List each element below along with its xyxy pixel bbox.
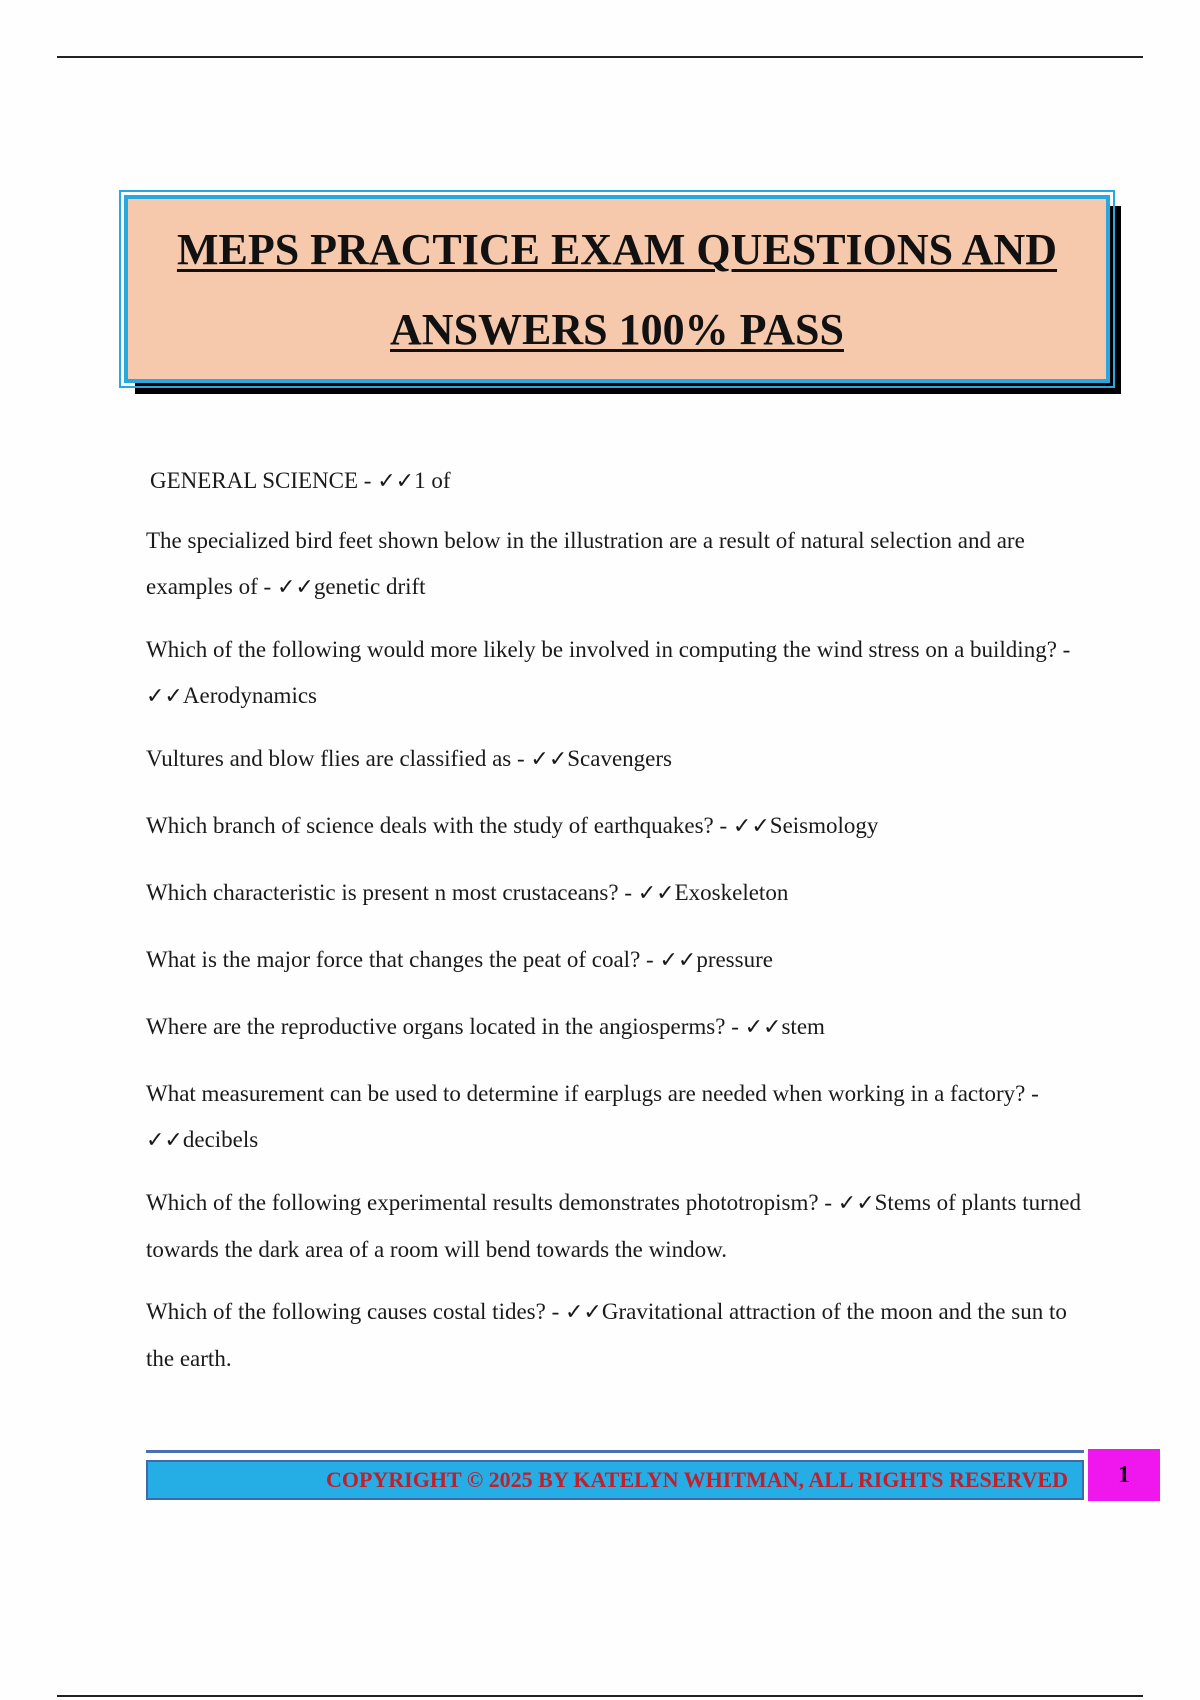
qa-item — [146, 627, 1096, 720]
double-check-icon: ✓✓ — [744, 1015, 782, 1040]
question-text: What measurement can be used to determine if earplugs are needed when working in a factory? - — [146, 1081, 1039, 1106]
question-text: The specialized bird feet shown below in the illustration are a result of natural selection and are examples of - — [146, 528, 1025, 599]
double-check-icon: ✓✓ — [837, 1191, 875, 1216]
document-title-line-1: MEPS PRACTICE EXAM QUESTIONS AND — [176, 225, 1058, 274]
qa-item — [146, 1071, 1096, 1164]
title-box — [124, 195, 1110, 383]
section-heading — [150, 459, 1096, 504]
question-text: Which branch of science deals with the study of earthquakes? - — [146, 813, 733, 838]
bottom-rule — [57, 1695, 1143, 1697]
section-heading-count: 1 of — [414, 468, 451, 493]
copyright-bar — [146, 1460, 1084, 1500]
qa-item — [146, 518, 1096, 611]
answer-text: genetic drift — [313, 574, 426, 599]
answer-text: Aerodynamics — [182, 683, 318, 708]
document-body — [146, 459, 1096, 1398]
answer-text: Stems of plants turned towards the dark area of a room will bend towards the window. — [146, 1190, 1081, 1262]
answer-text: Gravitational attraction of the moon and the sun to the earth. — [146, 1299, 1067, 1371]
qa-item — [146, 736, 1096, 783]
double-check-icon: ✓✓ — [732, 814, 770, 839]
answer-text: pressure — [696, 947, 773, 972]
document-title-line-2: ANSWERS 100% PASS — [390, 305, 844, 354]
section-heading-label: GENERAL SCIENCE - — [150, 468, 378, 493]
page-number: 1 — [1088, 1449, 1160, 1501]
question-text: What is the major force that changes the peat of coal? - — [146, 947, 660, 972]
qa-item — [146, 937, 1096, 984]
double-check-icon: ✓✓ — [530, 747, 568, 772]
qa-item — [146, 1180, 1096, 1273]
copyright-text: COPYRIGHT © 2025 BY KATELYN WHITMAN, ALL RIGHTS RESERVED — [325, 1467, 1068, 1492]
double-check-icon: ✓✓ — [377, 469, 415, 494]
double-check-icon: ✓✓ — [146, 684, 183, 709]
double-check-icon: ✓✓ — [637, 881, 675, 906]
answer-text: Exoskeleton — [674, 880, 789, 905]
double-check-icon: ✓✓ — [659, 948, 697, 973]
answer-text: Seismology — [769, 813, 879, 838]
double-check-icon: ✓✓ — [146, 1128, 183, 1153]
question-text: Which characteristic is present n most crustaceans? - — [146, 880, 638, 905]
question-text: Which of the following experimental results demonstrates phototropism? - — [146, 1190, 838, 1215]
double-check-icon: ✓✓ — [565, 1300, 602, 1325]
question-text: Vultures and blow flies are classified as - — [146, 746, 531, 771]
answer-text: stem — [781, 1014, 825, 1039]
question-text: Where are the reproductive organs located in the angiosperms? - — [146, 1014, 745, 1039]
question-text: Which of the following would more likely be involved in computing the wind stress on a building? - — [146, 637, 1071, 662]
answer-text: Scavengers — [567, 746, 673, 771]
qa-item — [146, 1004, 1096, 1051]
double-check-icon: ✓✓ — [276, 575, 314, 600]
answer-text: decibels — [182, 1127, 259, 1152]
footer-divider — [146, 1450, 1084, 1453]
qa-item — [146, 870, 1096, 917]
qa-item — [146, 1289, 1096, 1382]
qa-item — [146, 803, 1096, 850]
top-rule — [57, 56, 1143, 58]
question-text: Which of the following causes costal tides? - — [146, 1299, 565, 1324]
